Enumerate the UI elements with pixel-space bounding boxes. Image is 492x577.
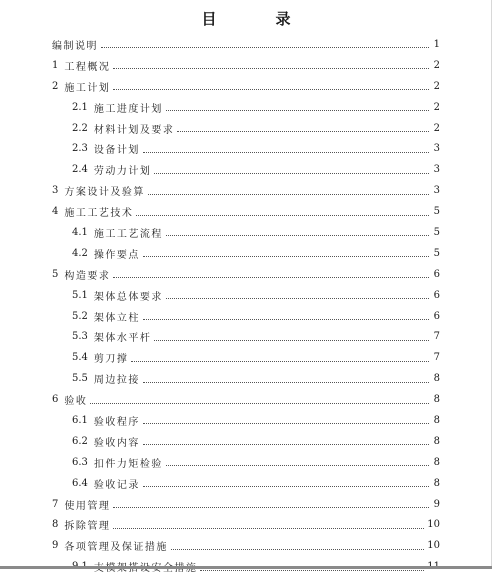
- toc-entry-page-number: 8: [433, 373, 440, 385]
- toc-entry-page-number: 10: [427, 540, 440, 552]
- toc-entry-title: 各项管理及保证措施: [64, 542, 168, 554]
- toc-entry[interactable]: [52, 138, 440, 159]
- toc-entry-number: 4: [52, 206, 59, 218]
- toc-entry-page-number: 3: [433, 185, 440, 197]
- toc-entry-number: 5: [52, 268, 59, 280]
- toc-entry-page-number: 8: [433, 435, 440, 447]
- toc-entry-title: 构造要求: [64, 270, 111, 282]
- toc-entry-title: 施工进度计划: [93, 103, 163, 115]
- toc-entry-title: 架体立柱: [93, 312, 140, 324]
- toc-entry[interactable]: [52, 535, 440, 556]
- toc-entry-page-number: 5: [433, 206, 440, 218]
- toc-entry-number: 6: [52, 394, 59, 406]
- toc-entry-page-number: 5: [433, 247, 440, 259]
- toc-entry-title: 架体总体要求: [93, 291, 163, 303]
- toc-entry-number: 2.1: [72, 101, 88, 113]
- toc-entry-title: 施工工艺技术: [64, 208, 134, 220]
- toc-entry-title: 验收记录: [93, 479, 140, 491]
- dot-leader: [131, 360, 429, 362]
- toc-entry[interactable]: [52, 180, 440, 201]
- toc-entry-number: 4.1: [72, 226, 88, 238]
- dot-leader: [143, 381, 429, 383]
- toc-entry[interactable]: [52, 76, 440, 97]
- toc-entry-number: 8: [52, 519, 59, 531]
- toc-entry[interactable]: [52, 243, 440, 264]
- toc-entry-number: 6.3: [72, 456, 88, 468]
- dot-leader: [113, 506, 429, 508]
- toc-entry-page-number: 2: [433, 101, 440, 113]
- toc-title: 目 录: [201, 10, 313, 28]
- toc-entry-number: 6.1: [72, 414, 88, 426]
- toc-entry-page-number: 3: [433, 164, 440, 176]
- toc-entry-page-number: 2: [433, 80, 440, 92]
- dot-leader: [113, 527, 424, 529]
- dot-leader: [101, 46, 429, 48]
- toc-entry[interactable]: [52, 473, 440, 494]
- toc-entry-page-number: 2: [433, 59, 440, 71]
- dot-leader: [143, 255, 429, 257]
- dot-leader: [166, 109, 429, 111]
- toc-entry-title: 验收: [64, 396, 88, 408]
- toc-entry-number: 5.3: [72, 331, 88, 343]
- dot-leader: [143, 485, 429, 487]
- toc-entry[interactable]: [52, 97, 440, 118]
- toc-entry-number: 3: [52, 185, 59, 197]
- dot-leader: [166, 234, 429, 236]
- toc-entry-title: 周边拉接: [93, 375, 140, 387]
- toc-entry[interactable]: [52, 326, 440, 347]
- toc-entry[interactable]: [52, 368, 440, 389]
- dot-leader: [171, 548, 424, 550]
- dot-leader: [143, 151, 429, 153]
- toc-entry-page-number: 3: [433, 143, 440, 155]
- toc-entry-title: 材料计划及要求: [93, 124, 175, 136]
- toc-entry-title: 验收程序: [93, 416, 140, 428]
- toc-entry[interactable]: [52, 55, 440, 76]
- toc-entry[interactable]: [52, 494, 440, 515]
- dot-leader: [154, 339, 429, 341]
- dot-leader: [143, 443, 429, 445]
- toc-entry-page-number: 8: [433, 477, 440, 489]
- dot-leader: [143, 318, 429, 320]
- toc-entry-title: 剪刀撑: [93, 354, 129, 366]
- toc-entry-page-number: 5: [433, 226, 440, 238]
- toc-entry[interactable]: [52, 159, 440, 180]
- toc-entry[interactable]: [52, 285, 440, 306]
- toc-entry-number: 5.2: [72, 310, 88, 322]
- toc-entry-page-number: 7: [433, 352, 440, 364]
- toc-entry[interactable]: [52, 389, 440, 410]
- toc-entry-page-number: 7: [433, 331, 440, 343]
- toc-entry-number: 7: [52, 498, 59, 510]
- toc-entry-title: 编制说明: [52, 40, 98, 52]
- dot-leader: [177, 130, 429, 132]
- dot-leader: [113, 276, 429, 278]
- toc-entry-number: 2.4: [72, 164, 88, 176]
- table-of-contents: [52, 34, 440, 577]
- toc-entry-number: 2: [52, 80, 59, 92]
- dot-leader: [148, 193, 429, 195]
- toc-entry-title: 架体水平杆: [93, 333, 152, 345]
- dot-leader: [136, 214, 429, 216]
- toc-entry[interactable]: [52, 34, 440, 55]
- toc-entry-title: 方案设计及验算: [64, 187, 145, 199]
- toc-entry-page-number: 6: [433, 289, 440, 301]
- toc-entry-page-number: 2: [433, 122, 440, 134]
- toc-entry-page-number: 6: [433, 268, 440, 280]
- toc-entry-page-number: 8: [433, 414, 440, 426]
- toc-entry[interactable]: [52, 306, 440, 327]
- dot-leader: [90, 402, 429, 404]
- toc-entry-title: 设备计划: [93, 145, 140, 157]
- toc-entry[interactable]: [52, 452, 440, 473]
- toc-entry[interactable]: [52, 222, 440, 243]
- dot-leader: [143, 422, 429, 424]
- toc-entry-number: 9: [52, 540, 59, 552]
- toc-entry-number: 6.4: [72, 477, 88, 489]
- toc-entry-page-number: 6: [433, 310, 440, 322]
- toc-entry-number: 2.3: [72, 143, 88, 155]
- toc-entry[interactable]: [52, 118, 440, 139]
- dot-leader: [113, 67, 429, 69]
- dot-leader: [154, 172, 429, 174]
- toc-entry-title: 操作要点: [93, 249, 140, 261]
- toc-entry-page-number: 8: [433, 456, 440, 468]
- toc-entry-page-number: 8: [433, 394, 440, 406]
- dot-leader: [200, 569, 424, 571]
- toc-entry-title: 施工计划: [64, 82, 111, 94]
- toc-entry-number: 5.1: [72, 289, 88, 301]
- toc-entry[interactable]: [52, 410, 440, 431]
- toc-entry-title: 劳动力计划: [93, 166, 152, 178]
- toc-entry-page-number: 9: [433, 498, 440, 510]
- toc-entry-title: 工程概况: [64, 61, 111, 73]
- dot-leader: [166, 464, 429, 466]
- toc-entry-number: 5.4: [72, 352, 88, 364]
- dot-leader: [166, 297, 429, 299]
- toc-entry[interactable]: [52, 431, 440, 452]
- dot-leader: [113, 88, 429, 90]
- toc-entry[interactable]: [52, 514, 440, 535]
- toc-entry-page-number: 10: [427, 519, 440, 531]
- toc-entry-number: 2.2: [72, 122, 88, 134]
- toc-entry[interactable]: [52, 347, 440, 368]
- toc-entry-number: 5.5: [72, 373, 88, 385]
- toc-entry-title: 使用管理: [64, 500, 111, 512]
- toc-entry[interactable]: [52, 201, 440, 222]
- toc-entry-title: 扣件力矩检验: [93, 458, 163, 470]
- toc-entry-title: 施工工艺流程: [93, 228, 163, 240]
- toc-entry[interactable]: [52, 264, 440, 285]
- toc-entry-title: 拆除管理: [64, 521, 111, 533]
- toc-entry-title: 验收内容: [93, 437, 140, 449]
- toc-entry-number: 4.2: [72, 247, 88, 259]
- toc-entry-number: 6.2: [72, 435, 88, 447]
- toc-entry-page-number: 1: [433, 38, 440, 50]
- toc-entry-number: 1: [52, 59, 59, 71]
